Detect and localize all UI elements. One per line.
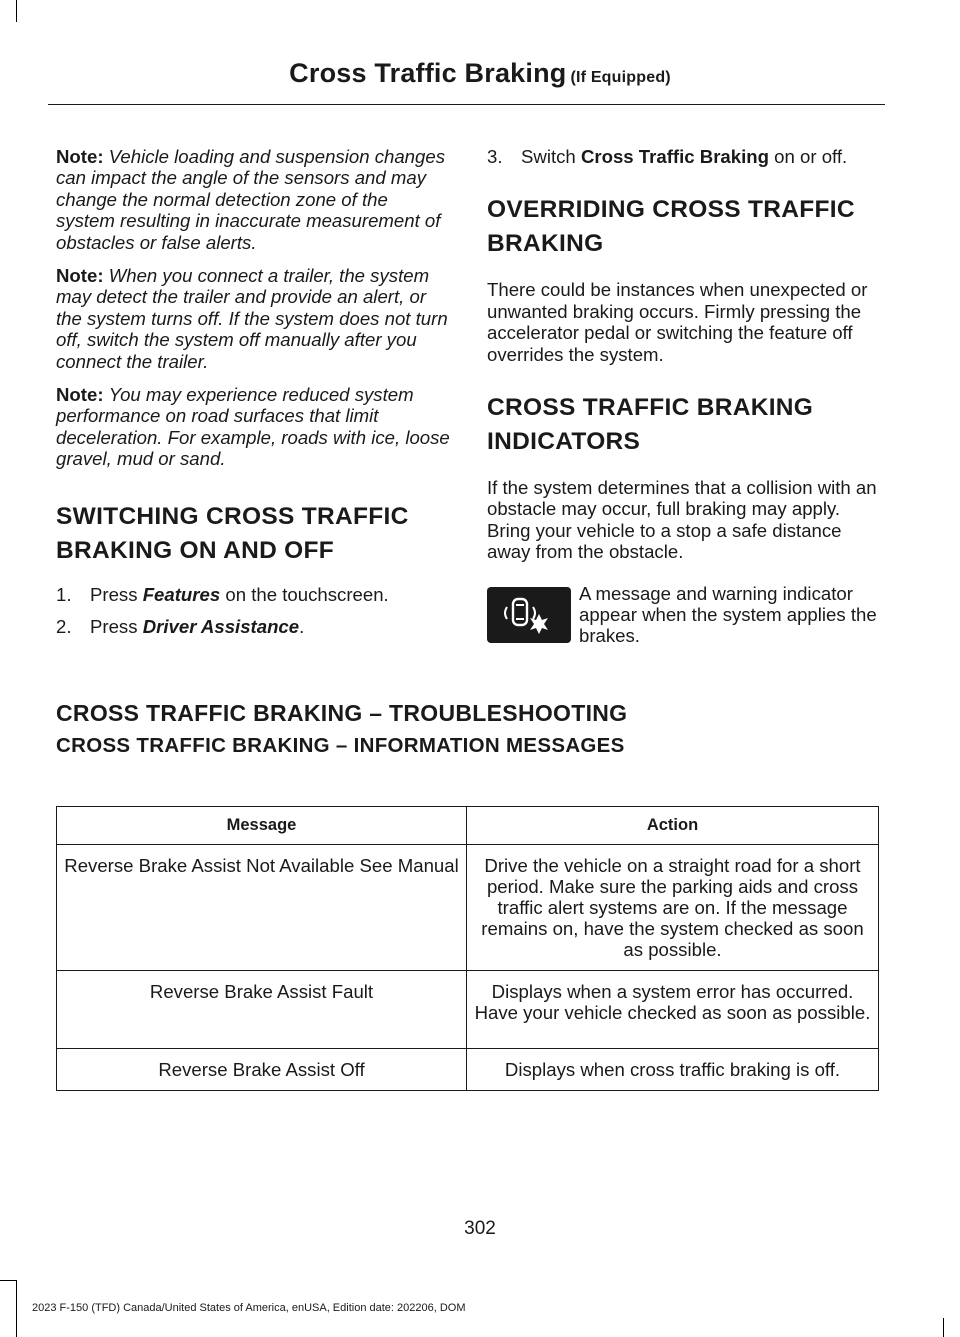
step-text xyxy=(90,616,304,637)
crop-mark-bottom-right xyxy=(943,1318,944,1337)
overriding-text: There could be instances when unexpected or unwanted braking occurs. Firmly pressing the accelerator pedal or switching the feature off overrides the system. xyxy=(487,279,868,365)
step-3 xyxy=(487,146,882,167)
action-cell: Displays when cross traffic braking is off. xyxy=(467,1049,879,1091)
right-column xyxy=(487,146,882,647)
footer-edition-info: 2023 F-150 (TFD) Canada/United States of America, enUSA, Edition date: 202206, DOM xyxy=(32,1302,466,1314)
step-post: on or off. xyxy=(769,146,848,167)
note-text: Vehicle loading and suspension changes can impact the angle of the sensors and may change the normal detection zone of the system resulting in inaccurate measurement of obstacles or false alerts. xyxy=(56,146,445,253)
switching-heading: SWITCHING CROSS TRAFFIC BRAKING ON AND OFF xyxy=(56,502,409,564)
cross-traffic-braking-warning-icon xyxy=(487,587,571,643)
header-title-main: Cross Traffic Braking xyxy=(289,58,567,88)
table-row xyxy=(57,845,879,971)
step-text xyxy=(90,584,389,605)
note-text: When you connect a trailer, the system may detect the trailer and provide an alert, or the system turns off. If the system does not turn off, switch the system off manually after you connect the trailer. xyxy=(56,265,448,372)
indicators-text: If the system determines that a collision with an obstacle may occur, full braking may apply. Bring your vehicle to a stop a safe distance away from the obstacle. xyxy=(487,477,877,563)
crop-mark-bottom-left-h xyxy=(0,1280,16,1281)
step-number: 2. xyxy=(56,616,72,638)
table-row xyxy=(57,971,879,1049)
note-2 xyxy=(56,265,451,372)
indicator-row xyxy=(487,583,882,647)
overriding-heading: OVERRIDING CROSS TRAFFIC BRAKING xyxy=(487,196,855,258)
step-bold: Cross Traffic Braking xyxy=(580,146,769,167)
step-pre: Press xyxy=(90,583,143,605)
step-text xyxy=(521,146,847,167)
indicators-heading: CROSS TRAFFIC BRAKING INDICATORS xyxy=(487,394,814,456)
column-header-action: Action xyxy=(467,807,879,845)
step-bold: Driver Assistance xyxy=(142,616,300,638)
step-pre: Press xyxy=(90,616,143,638)
action-cell: Displays when a system error has occurred. Have your vehicle checked as soon as possible. xyxy=(467,971,879,1049)
crop-mark-top-left xyxy=(16,0,17,22)
step-post: on the touchscreen. xyxy=(220,583,389,605)
header-divider xyxy=(48,104,885,105)
page-header-title xyxy=(0,58,960,89)
step-bold: Features xyxy=(142,583,221,605)
indicator-caption: A message and warning indicator appear when the system applies the brakes. xyxy=(579,582,877,647)
step-number: 1. xyxy=(56,583,72,605)
message-cell: Reverse Brake Assist Fault xyxy=(57,971,467,1049)
note-label: Note: xyxy=(56,265,104,287)
troubleshooting-heading: CROSS TRAFFIC BRAKING – TROUBLESHOOTING xyxy=(56,700,628,726)
info-messages-heading: CROSS TRAFFIC BRAKING – INFORMATION MESSAGES xyxy=(56,734,625,757)
note-label: Note: xyxy=(56,384,104,406)
column-header-message: Message xyxy=(57,807,467,845)
step-post: . xyxy=(299,616,305,638)
note-1 xyxy=(56,146,451,253)
table-header-row xyxy=(57,807,879,845)
left-column xyxy=(56,146,451,649)
page-number: 302 xyxy=(464,1218,496,1239)
step-2 xyxy=(56,616,451,637)
table-row xyxy=(57,1049,879,1091)
message-cell: Reverse Brake Assist Off xyxy=(57,1049,467,1091)
note-3 xyxy=(56,384,451,470)
step-number: 3. xyxy=(487,146,503,167)
information-messages-table xyxy=(56,806,879,1091)
step-pre: Switch xyxy=(521,146,581,167)
header-title-suffix: (If Equipped) xyxy=(570,69,671,86)
crop-mark-bottom-left xyxy=(16,1280,17,1337)
note-label: Note: xyxy=(56,146,104,167)
action-cell: Drive the vehicle on a straight road for a short period. Make sure the parking aids and cross traffic alert systems are on. If the message remains on, have the system checked as soon as possible. xyxy=(467,845,879,971)
message-cell: Reverse Brake Assist Not Available See Manual xyxy=(57,845,467,971)
note-text: You may experience reduced system performance on road surfaces that limit deceleration. For example, roads with ice, loose gravel, mud or sand. xyxy=(56,384,450,470)
step-1 xyxy=(56,584,451,605)
